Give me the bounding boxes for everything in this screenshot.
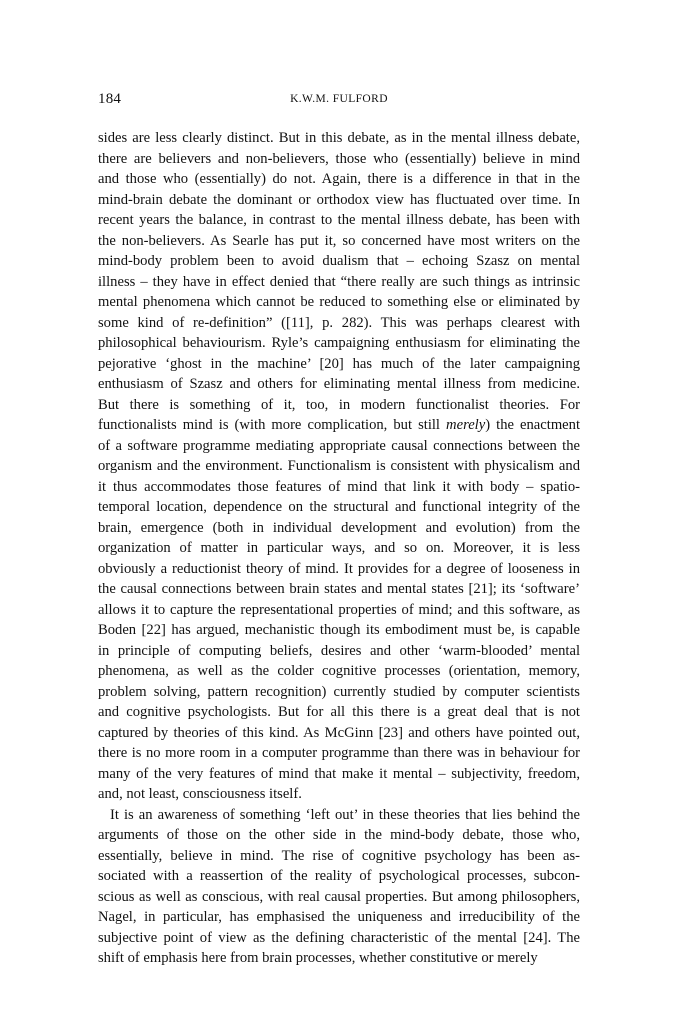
text-line: arguments of those on the other side in the mind-body debate, those who, [98,827,580,843]
text-line: Boden [22] has argued, mechanistic though its embodiment must be, is capable [98,622,580,638]
text-line: some kind of re-definition” ([11], p. 282). This was perhaps clearest with [98,314,580,331]
text-line: enthusiasm of Szasz and others for eliminating mental illness from medicine. [98,376,580,392]
text-line: mind-body problem been to avoid dualism that – echoing Szasz on mental [98,253,580,269]
text-line: there is no more room in a computer programme than there was in behaviour for [98,745,580,761]
body-text [98,128,580,969]
text-line: It is an awareness of something ‘left out’ in these theories that lies behind the [110,806,580,823]
text-line: phenomena, as well as the colder cognitive processes (orientation, memory, [98,663,580,679]
text-line: organism and the environment. Functionalism is consistent with physicalism and [98,458,580,474]
text-line: pejorative ‘ghost in the machine’ [20] has much of the later campaigning [98,355,580,372]
text-line: it thus accommodates those features of mind that link it with body – spatio- [98,478,580,495]
text-line: But there is something of it, too, in modern functionalist theories. For [98,396,580,413]
text-line: sides are less clearly distinct. But in this debate, as in the mental illness debate, [98,130,580,146]
text-line: organization of matter in particular ways, and so on. Moreover, it is less [98,540,580,556]
text-line: essentially, believe in mind. The rise of cognitive psychology has been as- [98,847,580,864]
text-line: functionalists mind is (with more complication, but still merely) the enactment [98,417,580,433]
text-line: the non-believers. As Searle has put it, so concerned have most writers on the [98,232,580,249]
text-line: captured by theories of this kind. As McGinn [23] and others have pointed out, [98,724,580,741]
text-line: mental phenomena which cannot be reduced to something else or eliminated by [98,294,580,310]
text-line: in principle of computing beliefs, desires and other ‘warm-blooded’ mental [98,642,580,659]
text-line: many of the very features of mind that make it mental – subjectivity, freedom, [98,765,580,782]
text-line: there are believers and non-believers, those who (essentially) believe in mind [98,150,580,167]
text-line: the causal connections between brain states and mental states [21]; its ‘software’ [98,581,580,597]
text-line: recent years the balance, in contrast to the mental illness debate, has been with [98,212,580,228]
text-line: subjective point of view as the defining characteristic of the mental [24]. The [98,929,580,946]
text-line: Nagel, in particular, has emphasised the uniqueness and irreducibility of the [98,909,580,925]
text-line: philosophical behaviourism. Ryle’s campaigning enthusiasm for eliminating the [98,335,580,351]
page-number: 184 [98,91,122,107]
text-line: and those who (essentially) do not. Again, there is a difference in that in the [98,171,580,187]
running-header [98,91,580,111]
text-line: obviously a reductionist theory of mind. It provides for a degree of looseness in [98,560,580,577]
text-line: sociated with a reassertion of the reality of psychological processes, subcon- [98,868,580,884]
running-header-author: K.W.M. FULFORD [290,93,388,105]
text-line: scious as well as conscious, with real causal properties. But among philosophers, [98,888,580,905]
text-line: allows it to capture the representational properties of mind; and this software, as [98,601,580,618]
text-line: temporal location, dependence on the structural and functional integrity of the [98,499,580,515]
text-line: problem solving, pattern recognition) currently studied by computer scientists [98,683,580,700]
text-line: of a software programme mediating appropriate causal connections between the [98,437,580,454]
text-line: brain, emergence (both in individual development and evolution) from the [98,519,580,536]
text-line: and, not least, consciousness itself. [98,786,302,802]
text-line: illness – they have in effect denied that “there really are such things as intrinsic [98,273,580,290]
text-line: shift of emphasis here from brain processes, whether constitutive or merely [98,950,538,966]
text-line: mind-brain debate the dominant or orthodox view has fluctuated over time. In [98,191,580,208]
text-line: and cognitive psychologists. But for all this there is a great deal that is not [98,704,580,720]
